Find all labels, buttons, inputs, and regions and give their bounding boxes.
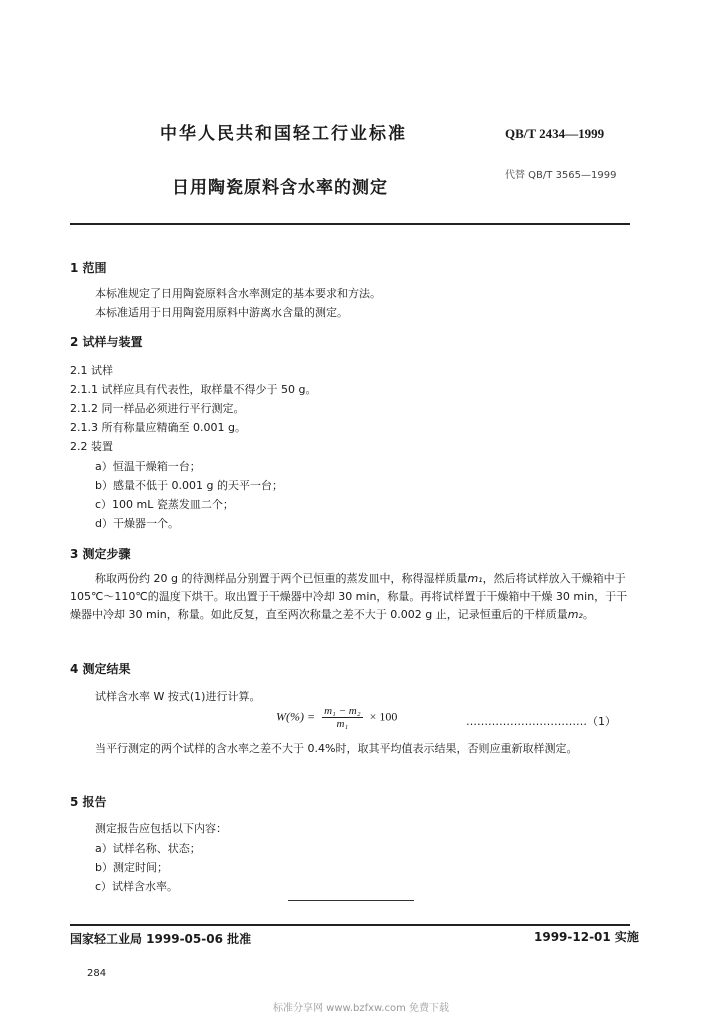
symbol-m2: m₂ bbox=[567, 608, 583, 621]
section-5-heading: 5 报告 bbox=[70, 795, 107, 809]
apparatus-item-d: d）干燥器一个。 bbox=[95, 517, 179, 530]
equation-number: ……………………………（1） bbox=[466, 715, 616, 728]
apparatus-item-c: c）100 mL 瓷蒸发皿二个； bbox=[95, 498, 234, 511]
section-4-paragraph: 当平行测定的两个试样的含水率之差不大于 0.4%时，取其平均值表示结果，否则应重新取样测定。 bbox=[95, 742, 578, 755]
apparatus-item-b: b）感量不低于 0.001 g 的天平一台； bbox=[95, 479, 283, 492]
section-1-paragraph-1: 本标准规定了日用陶瓷原料含水率测定的基本要求和方法。 bbox=[95, 287, 381, 300]
report-intro: 测定报告应包括以下内容： bbox=[95, 822, 227, 835]
section-1-heading: 1 范围 bbox=[70, 261, 107, 275]
report-item-a: a）试样名称、状态； bbox=[95, 842, 201, 855]
report-item-c: c）试样含水率。 bbox=[95, 880, 179, 893]
replaces-note: 代替 QB/T 3565—1999 bbox=[505, 170, 617, 181]
standard-code: QB/T 2434—1999 bbox=[505, 126, 605, 141]
formula-times: × 100 bbox=[369, 709, 398, 724]
effective-date: 1999-12-01 实施 bbox=[534, 930, 639, 944]
issuing-body: 中华人民共和国轻工行业标准 bbox=[160, 124, 407, 144]
formula-lhs: W(%) = bbox=[276, 709, 316, 724]
download-watermark: 标准分享网 www.bzfxw.com 免费下载 bbox=[273, 1003, 449, 1014]
clause-2-1-2: 2.1.2 同一样品必须进行平行测定。 bbox=[70, 402, 245, 415]
approval-date: 国家轻工业局 1999-05-06 批准 bbox=[70, 932, 252, 946]
procedure-text-1: 称取两份约 20 g 的待测样品分别置于两个已恒重的蒸发皿中，称得湿样质量 bbox=[95, 572, 468, 585]
clause-2-1-3: 2.1.3 所有称量应精确至 0.001 g。 bbox=[70, 421, 246, 434]
procedure-text-3: 。 bbox=[582, 608, 594, 621]
section-3-paragraph bbox=[70, 570, 632, 624]
clause-2-1: 2.1 试样 bbox=[70, 364, 113, 377]
clause-2-1-1: 2.1.1 试样应具有代表性，取样量不得少于 50 g。 bbox=[70, 383, 317, 396]
end-rule bbox=[288, 900, 414, 901]
section-4-heading: 4 测定结果 bbox=[70, 662, 131, 676]
formula-numerator: m₁ − m₂ bbox=[324, 705, 361, 717]
page-number: 284 bbox=[87, 968, 107, 979]
section-1-paragraph-2: 本标准适用于日用陶瓷用原料中游离水含量的测定。 bbox=[95, 306, 348, 319]
procedure-text-2: ，然后将试样放入干燥箱中于 105℃～110℃的温度下烘干。取出置于干燥器中冷却 30 min，称量。再将试样置于干燥箱中干燥 30 min，于干燥器中冷却 30 min，称量。如此反复，直至两次称量之差不大于 0.002 g 止，记录恒重后的干样质量 bbox=[70, 572, 628, 621]
formula-denominator: m₁ bbox=[336, 718, 349, 730]
section-3-heading: 3 测定步骤 bbox=[70, 547, 131, 561]
report-item-b: b）测定时间； bbox=[95, 861, 168, 874]
footer-rule bbox=[70, 924, 630, 926]
formula-1 bbox=[276, 705, 397, 730]
document-title: 日用陶瓷原料含水率的测定 bbox=[172, 178, 388, 198]
clause-2-2: 2.2 装置 bbox=[70, 440, 113, 453]
symbol-m1: m₁ bbox=[467, 572, 483, 585]
header-rule bbox=[70, 223, 630, 225]
formula-intro: 试样含水率 W 按式(1)进行计算。 bbox=[95, 690, 261, 703]
apparatus-item-a: a）恒温干燥箱一台； bbox=[95, 460, 201, 473]
section-2-heading: 2 试样与装置 bbox=[70, 335, 143, 349]
formula-fraction bbox=[322, 705, 362, 730]
